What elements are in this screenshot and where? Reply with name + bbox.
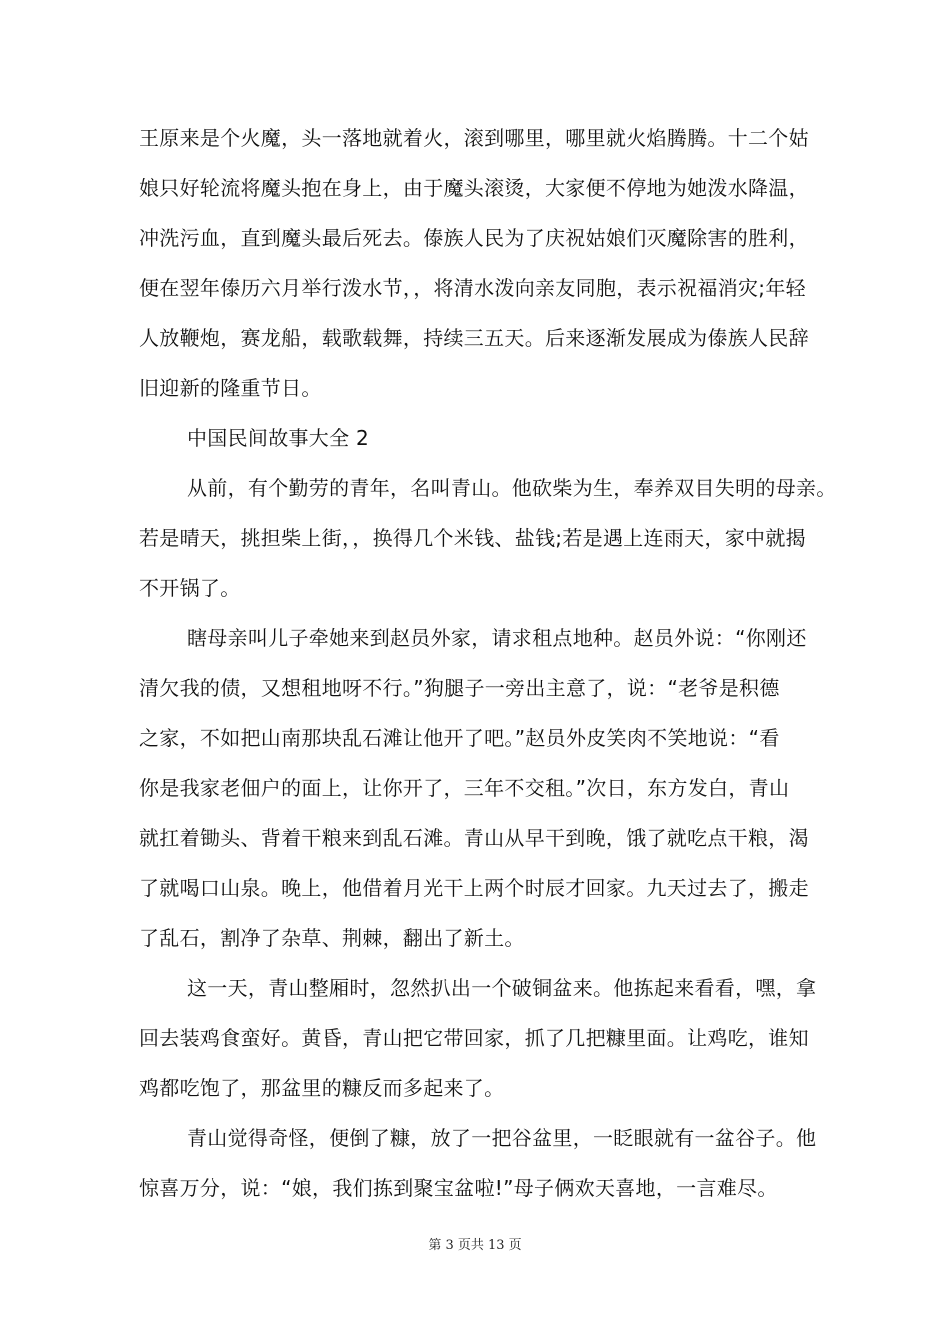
paragraph-line: 冲洗污血，直到魔头最后死去。傣族人民为了庆祝姑娘们灭魔除害的胜利，	[139, 226, 809, 250]
paragraph-line: 娘只好轮流将魔头抱在身上，由于魔头滚烫，大家便不停地为她泼水降温，	[139, 176, 809, 200]
paragraph-line: 了乱石，割净了杂草、荆棘，翻出了新土。	[139, 926, 525, 950]
paragraph-line: 鸡都吃饱了，那盆里的糠反而多起来了。	[139, 1076, 505, 1100]
paragraph-line: 王原来是个火魔，头一落地就着火，滚到哪里，哪里就火焰腾腾。十二个姑	[139, 126, 809, 150]
paragraph-line: 便在翌年傣历六月举行泼水节，，将清水泼向亲友同胞，表示祝福消灾;年轻	[139, 276, 806, 300]
paragraph-line: 你是我家老佃户的面上，让你开了，三年不交租。”次日，东方发白，青山	[139, 776, 790, 800]
paragraph-line: 就扛着锄头、背着干粮来到乱石滩。青山从早干到晚，饿了就吃点干粮，渴	[139, 826, 809, 850]
paragraph-line: 瞎母亲叫儿子牵她来到赵员外家，请求租点地种。赵员外说：“你刚还	[187, 626, 807, 650]
paragraph-line: 惊喜万分，说：“娘，我们拣到聚宝盆啦!”母子俩欢天喜地，一言难尽。	[139, 1176, 778, 1200]
paragraph-line: 旧迎新的隆重节日。	[139, 376, 322, 400]
paragraph-line: 之家，不如把山南那块乱石滩让他开了吧。”赵员外皮笑肉不笑地说：“看	[139, 726, 780, 750]
paragraph-line: 回去装鸡食蛮好。黄昏，青山把它带回家，抓了几把糠里面。让鸡吃，谁知	[139, 1026, 809, 1050]
section-heading: 中国民间故事大全 2	[187, 426, 370, 450]
paragraph-line: 从前，有个勤劳的青年，名叫青山。他砍柴为生，奉养双目失明的母亲。	[187, 476, 837, 500]
paragraph-line: 这一天，青山整厢时，忽然扒出一个破铜盆来。他拣起来看看，嘿，拿	[187, 976, 817, 1000]
paragraph-line: 若是晴天，挑担柴上街，，换得几个米钱、盐钱;若是遇上连雨天，家中就揭	[139, 526, 806, 550]
paragraph-line: 清欠我的债，又想租地呀不行。”狗腿子一旁出主意了，说：“老爷是积德	[139, 676, 780, 700]
paragraph-line: 青山觉得奇怪，便倒了糠，放了一把谷盆里，一眨眼就有一盆谷子。他	[187, 1126, 817, 1150]
paragraph-line: 不开锅了。	[139, 576, 241, 600]
paragraph-line: 了就喝口山泉。晚上，他借着月光干上两个时辰才回家。九天过去了，搬走	[139, 876, 809, 900]
page-footer: 第 3 页共 13 页	[428, 1238, 522, 1253]
paragraph-line: 人放鞭炮，赛龙船，载歌载舞，持续三五天。后来逐渐发展成为傣族人民辞	[139, 326, 809, 350]
